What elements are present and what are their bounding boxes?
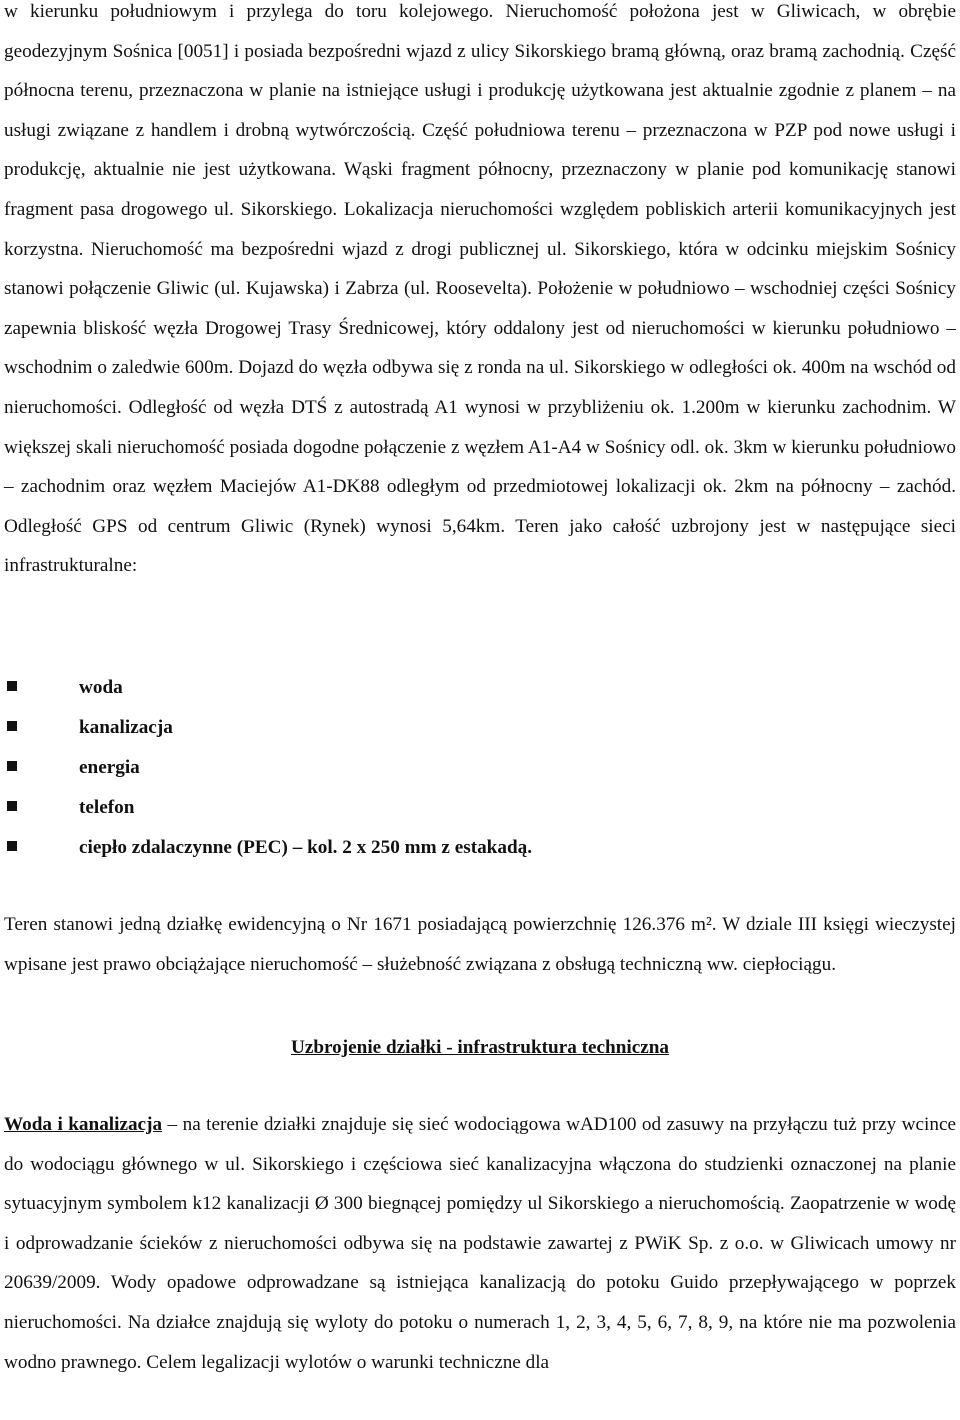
list-item-text: telefon	[79, 797, 135, 818]
square-bullet-icon	[7, 801, 17, 811]
square-bullet-icon	[7, 841, 17, 851]
list-item	[4, 788, 956, 828]
square-bullet-icon	[7, 761, 17, 771]
paragraph-plot: Teren stanowi jedną działkę ewidencyjną o Nr 1671 posiadającą powierzchnię 126.376 m². W dziale III księgi wieczystej wpisane jest prawo obciążające nieruchomość – służebność związana z obsługą techniczną ww. ciepłociągu.	[4, 914, 956, 975]
list-item	[4, 748, 956, 788]
paragraph-location: w kierunku południowym i przylega do toru kolejowego. Nieruchomość położona jest w Gliwicach, w obrębie geodezyjnym Sośnica [0051] i posiada bezpośredni wjazd z ulicy Sikorskiego bramą główną, oraz bramą zachodnią. Część północna terenu, przeznaczona w planie na istniejące usługi i produkcję użytkowana jest aktualnie zgodnie z planem – na usługi związane z handlem i drobną wytwórczością. Część południowa terenu – przeznaczona w PZP pod nowe usługi i produkcję, aktualnie nie jest użytkowana. Wąski fragment północny, przeznaczony w planie pod komunikację stanowi fragment pasa drogowego ul. Sikorskiego. Lokalizacja nieruchomości względem pobliskich arterii komunikacyjnych jest korzystna. Nieruchomość ma bezpośredni wjazd z drogi publicznej ul. Sikorskiego, która w odcinku miejskim Sośnicy stanowi połączenie Gliwic (ul. Kujawska) i Zabrza (ul. Roosevelta). Położenie w południowo – wschodniej części Sośnicy zapewnia bliskość węzła Drogowej Trasy Średnicowej, który oddalony jest od nieruchomości w kierunku południowo – wschodnim o zaledwie 600m. Dojazd do węzła odbywa się z ronda na ul. Sikorskiego w odległości ok. 400m na wschód od nieruchomości. Odległość od węzła DTŚ z autostradą A1 wynosi w przybliżeniu ok. 1.200m w kierunku zachodnim. W większej skali nieruchomość posiada dogodne połączenie z węzłem A1-A4 w Sośnicy odl. ok. 3km w kierunku południowo – zachodnim oraz węzłem Maciejów A1-DK88 odległym od przedmiotowej lokalizacji ok. 2km na północny – zachód. Odległość GPS od centrum Gliwic (Rynek) wynosi 5,64km. Teren jako całość uzbrojony jest w następujące sieci infrastrukturalne:	[4, 1, 956, 577]
square-bullet-icon	[7, 681, 17, 691]
infrastructure-list	[4, 668, 956, 868]
square-bullet-icon	[7, 721, 17, 731]
paragraph-body: – na terenie działki znajduje się sieć wodociągowa wAD100 od zasuwy na przyłączu tuż przy wcince do wodociągu głównego w ul. Sikorskiego i częściowa sieć kanalizacyjna włączona do studzienki oznaczonej na planie sytuacyjnym symbolem k12 kanalizacji Ø 300 biegnącej pomiędzy ul Sikorskiego a nieruchomością. Zaopatrzenie w wodę i odprowadzanie ścieków z nieruchomości odbywa się na podstawie zawartej z PWiK Sp. z o.o. w Gliwicach umowy nr 20639/2009. Wody opadowe odprowadzane są istniejąca kanalizacją do potoku Guido przepływającego w poprzek nieruchomości. Na działce znajdują się wyloty do potoku o numerach 1, 2, 3, 4, 5, 6, 7, 8, 9, na które nie ma pozwolenia wodno prawnego. Celem legalizacji wylotów o warunki techniczne dla	[4, 1114, 956, 1373]
list-item-text: woda	[79, 677, 123, 698]
list-item	[4, 708, 956, 748]
list-item	[4, 828, 956, 868]
section-heading: Uzbrojenie działki - infrastruktura techniczna	[290, 1037, 670, 1058]
paragraph-water-sewage	[4, 1105, 956, 1382]
list-item-text: ciepło zdalaczynne (PEC) – kol. 2 x 250 mm z estakadą.	[79, 837, 533, 858]
list-item	[4, 668, 956, 708]
list-item-text: kanalizacja	[79, 717, 173, 738]
list-item-text: energia	[79, 757, 140, 778]
paragraph-lead: Woda i kanalizacja	[4, 1114, 163, 1135]
